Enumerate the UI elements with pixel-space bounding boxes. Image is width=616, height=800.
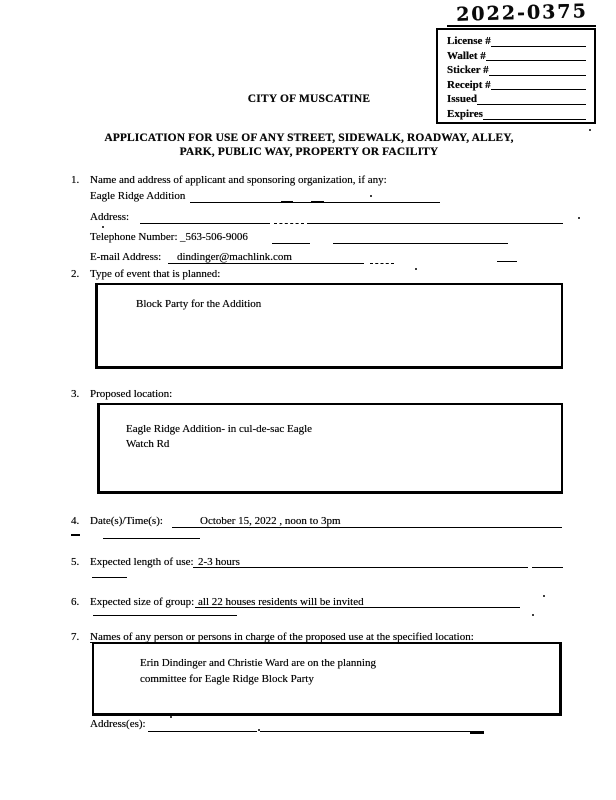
item-1-row [71,174,387,187]
case-number-underline [447,25,596,27]
sticker-number-label: Sticker # [447,64,489,77]
item-1-label: Name and address of applicant and sponsoring organization, if any: [90,174,387,186]
expires-label: Expires [447,107,483,120]
scan-mark [370,263,394,264]
item-5-label: Expected length of use: [90,556,194,568]
item-5-number: 5. [71,556,80,568]
scan-mark [103,538,200,539]
address-blank-line [140,223,270,224]
scan-dot [578,217,580,219]
proposed-location-line1: Eagle Ridge Addition- in cul-de-sac Eagle [126,423,313,435]
license-field-row [447,63,586,78]
scan-mark [470,731,484,734]
license-field-row [447,78,586,93]
proposed-location-line2: Watch Rd [126,438,170,450]
addresses-label: Address(es): [90,718,146,730]
addresses-blank-line [260,731,478,732]
scan-dot [370,195,372,197]
addresses-blank-line [148,731,257,732]
item-3-row [71,388,172,401]
length-of-use-blank-line [193,567,528,568]
event-type-value: Block Party for the Addition [136,298,262,310]
scan-dot [170,716,172,718]
scan-mark [92,577,127,578]
email-label: E-mail Address: [90,251,162,263]
scan-mark [311,201,324,203]
scan-mark [71,534,80,536]
event-type-box [95,283,563,369]
scan-dot [589,129,591,131]
persons-in-charge-line2: committee for Eagle Ridge Block Party [140,672,314,685]
applicant-name-value: Eagle Ridge Addition [90,190,186,202]
date-time-value: October 15, 2022 , noon to 3pm [200,515,341,527]
scan-dot [258,729,260,731]
scan-mark [93,615,237,616]
length-of-use-value: 2-3 hours [198,556,240,568]
email-blank-line [168,263,364,264]
scan-mark [274,223,304,224]
phone-value: _563-506-9006 [180,231,248,243]
wallet-number-blank-line [486,60,586,61]
item-2-label: Type of event that is planned: [90,268,221,280]
date-time-blank-line [172,527,562,528]
item-4-number: 4. [71,515,80,527]
proposed-location-box [97,403,563,494]
page-heading: CITY OF MUSCATINE [247,93,371,105]
scan-mark [532,567,563,568]
item-6-row [71,596,194,609]
proposed-location-value [126,422,312,452]
issued-label: Issued [447,93,477,106]
scan-mark [497,261,517,262]
scan-dot [102,226,104,228]
license-field-row [447,49,586,64]
persons-in-charge-box [92,642,562,716]
group-size-blank-line [195,607,520,608]
scan-mark [281,201,293,203]
form-title-line2: PARK, PUBLIC WAY, PROPERTY OR FACILITY [179,145,439,158]
license-info-box [436,28,596,124]
receipt-number-blank-line [491,89,586,90]
item-3-number: 3. [71,388,80,400]
item-6-label: Expected size of group: [90,596,195,608]
group-size-value: all 22 houses residents will be invited [198,596,364,608]
form-title-line1: APPLICATION FOR USE OF ANY STREET, SIDEWALK, ROADWAY, ALLEY, [104,132,514,144]
address-blank-line [307,223,563,224]
item-3-label: Proposed location: [90,388,173,400]
item-5-row [71,556,194,569]
item-7-label: Names of any person or persons in charge of the proposed use at the specified location: [90,631,474,643]
license-field-row [447,107,586,122]
wallet-number-label: Wallet # [447,49,486,62]
expires-blank-line [483,119,586,120]
item-4-label: Date(s)/Time(s): [90,515,163,527]
item-4-row [71,515,163,528]
item-1-number: 1. [71,174,80,186]
receipt-number-label: Receipt # [447,78,491,91]
license-field-row [447,34,586,49]
phone-blank-line [333,243,508,244]
item-6-number: 6. [71,596,80,608]
persons-in-charge-line1: Erin Dindinger and Christie Ward are on the planning [140,657,376,669]
sticker-number-blank-line [489,75,586,76]
phone-blank-line [272,243,310,244]
scan-dot [415,268,417,270]
persons-in-charge-value [140,656,376,687]
address-label: Address: [90,211,130,223]
license-number-blank-line [491,46,586,47]
item-7-number: 7. [71,631,80,643]
item-2-number: 2. [71,268,80,280]
form-title [10,132,608,159]
item-2-row [71,268,220,281]
license-number-label: License # [447,35,491,47]
phone-label: Telephone Number: [90,231,178,243]
email-value: dindinger@machlink.com [177,251,292,263]
handwritten-case-number: 2022-0375 [455,0,589,26]
scan-dot [532,614,534,616]
scan-dot [543,595,545,597]
